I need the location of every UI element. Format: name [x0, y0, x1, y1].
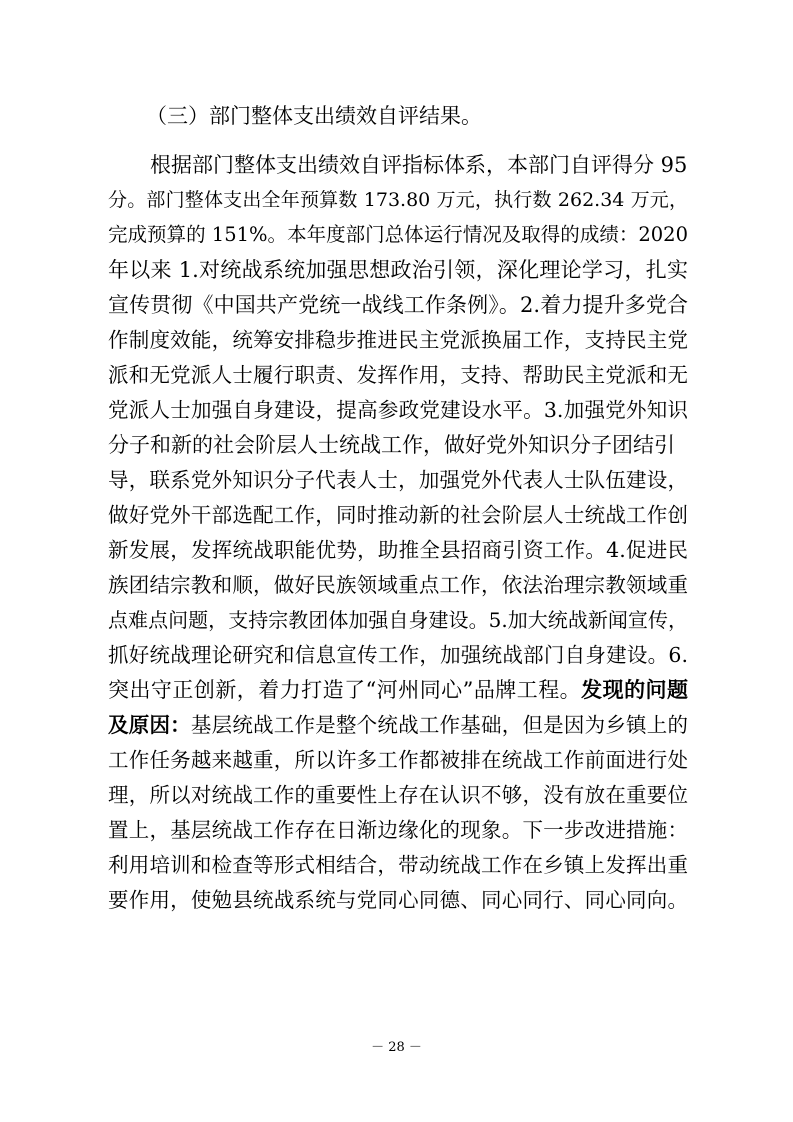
paragraph-line-2: 分。部门整体支出全年预算数 173.80 万元，执行数 262.34 万元，	[108, 189, 688, 211]
paragraph-line-21: 利用培训和检查等形式相结合，带动统战工作在乡镇上发挥出重	[108, 853, 688, 877]
paragraph-line-5: 宣传贯彻《中国共产党统一战线工作条例》。2.着力提升多党合	[108, 293, 688, 317]
paragraph-line-11: 做好党外干部选配工作，同时推动新的社会阶层人士统战工作创	[108, 503, 688, 527]
paragraph-line-3: 完成预算的 151%。本年度部门总体运行情况及取得的成绩：2020	[108, 223, 688, 246]
paragraph-line-10: 导，联系党外知识分子代表人士，加强党外代表人士队伍建设，	[108, 468, 688, 492]
line-17-text: 基层统战工作是整个统战工作基础，但是因为乡镇上的	[190, 713, 689, 737]
paragraph-line-19: 理，所以对统战工作的重要性上存在认识不够，没有放在重要位	[108, 783, 688, 807]
paragraph-line-16	[108, 676, 688, 704]
paragraph-line-22: 要作用，使勉县统战系统与党同心同德、同心同行、同心同向。	[108, 888, 688, 912]
paragraph-line-4: 年以来 1.对统战系统加强思想政治引领，深化理论学习，扎实	[108, 258, 688, 282]
paragraph-line-8: 党派人士加强自身建设，提高参政党建设水平。3.加强党外知识	[108, 398, 688, 422]
problems-heading-part2: 及原因：	[108, 713, 191, 737]
paragraph-line-20: 置上，基层统战工作存在日渐边缘化的现象。下一步改进措施：	[108, 818, 688, 842]
problems-heading-part1: 发现的问题	[581, 677, 688, 702]
paragraph-line-18: 工作任务越来越重，所以许多工作都被排在统战工作前面进行处	[108, 748, 688, 772]
paragraph-line-15: 抓好统战理论研究和信息宣传工作，加强统战部门自身建设。6.	[108, 643, 688, 667]
paragraph-line-17	[108, 711, 688, 739]
page-number: － 28 －	[371, 1040, 422, 1055]
paragraph-line-1: 根据部门整体支出绩效自评指标体系，本部门自评得分 95	[150, 153, 688, 177]
paragraph-line-12: 新发展，发挥统战职能优势，助推全县招商引资工作。4.促进民	[108, 538, 688, 562]
paragraph-line-7: 派和无党派人士履行职责、发挥作用，支持、帮助民主党派和无	[108, 363, 688, 387]
paragraph-line-6: 作制度效能，统筹安排稳步推进民主党派换届工作，支持民主党	[108, 328, 688, 352]
paragraph-line-9: 分子和新的社会阶层人士统战工作，做好党外知识分子团结引	[108, 433, 675, 457]
line-16-text: 突出守正创新，着力打造了“河州同心”品牌工程。	[108, 678, 582, 702]
paragraph-line-13: 族团结宗教和顺，做好民族领域重点工作，依法治理宗教领域重	[108, 573, 688, 597]
paragraph-line-14: 点难点问题，支持宗教团体加强自身建设。5.加大统战新闻宣传，	[108, 608, 688, 632]
section-heading: （三）部门整体支出绩效自评结果。	[146, 104, 482, 128]
